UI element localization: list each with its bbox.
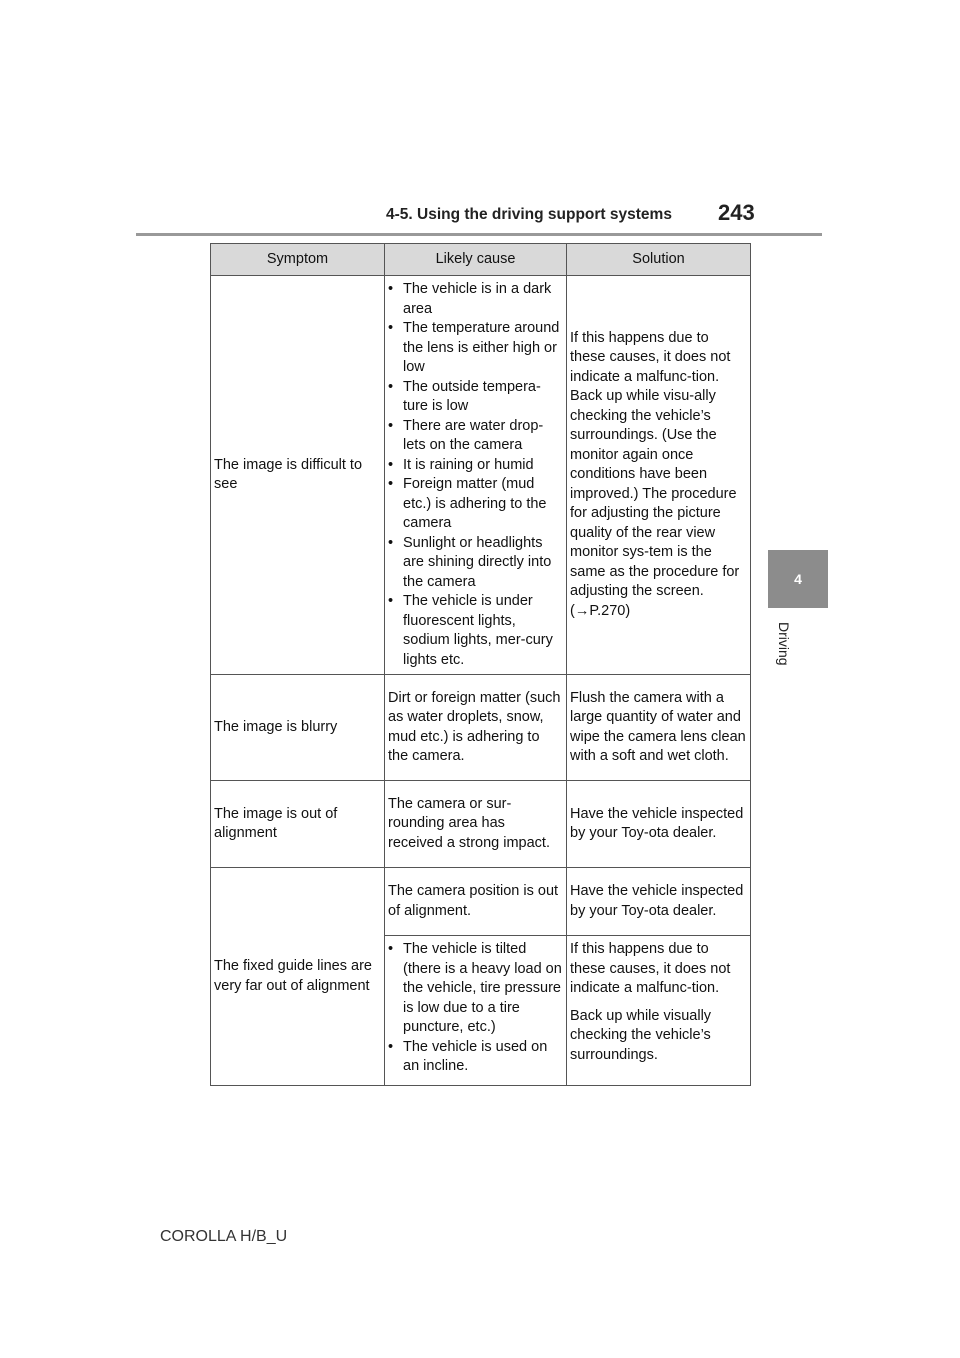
section-title: 4-5. Using the driving support systems bbox=[386, 206, 672, 223]
table-row bbox=[211, 781, 751, 868]
footer-model-code: COROLLA H/B_U bbox=[160, 1228, 288, 1245]
list-item: • The outside tempera-ture is low bbox=[388, 378, 562, 417]
solution-cell: Have the vehicle inspected by your Toy-ota dealer. bbox=[567, 868, 751, 936]
cause-cell: The camera position is out of alignment. bbox=[385, 868, 567, 936]
troubleshooting-table bbox=[210, 243, 751, 1086]
cause-list bbox=[388, 940, 562, 1077]
list-item: • Foreign matter (mud etc.) is adhering to the camera bbox=[388, 475, 562, 534]
symptom-cell: The image is difficult to see bbox=[211, 276, 385, 675]
solution-paragraph: If this happens due to these causes, it does not indicate a malfunc-tion. bbox=[570, 941, 731, 996]
solution-cell: If this happens due to these causes, it does not indicate a malfunc-tion. Back up while visu-ally checking the vehicle’s surroundings. (Use the monitor again once conditions have been improved.) The procedure for adjusting the picture quality of the rear view monitor sys-tem is the same as the procedure for adjusting the screen. (→P.270) bbox=[567, 276, 751, 675]
chapter-number: 4 bbox=[794, 571, 802, 587]
cause-cell bbox=[385, 276, 567, 675]
solution-cell bbox=[567, 936, 751, 1086]
list-item: • The vehicle is under fluorescent lights, sodium lights, mer-cury lights etc. bbox=[388, 592, 562, 670]
list-item: • It is raining or humid bbox=[388, 456, 562, 476]
cause-list bbox=[388, 280, 562, 670]
list-item: • Sunlight or headlights are shining directly into the camera bbox=[388, 534, 562, 593]
page-number: 243 bbox=[718, 200, 755, 225]
list-item: • The vehicle is in a dark area bbox=[388, 280, 562, 319]
chapter-label: Driving bbox=[776, 622, 792, 666]
symptom-cell: The fixed guide lines are very far out of alignment bbox=[211, 868, 385, 1086]
cause-cell bbox=[385, 936, 567, 1086]
chapter-tab bbox=[768, 550, 828, 608]
column-header-likely-cause: Likely cause bbox=[385, 244, 567, 276]
list-item: • There are water drop-lets on the camera bbox=[388, 417, 562, 456]
table-row bbox=[211, 276, 751, 675]
symptom-cell: The image is out of alignment bbox=[211, 781, 385, 868]
column-header-symptom: Symptom bbox=[211, 244, 385, 276]
list-item: • The vehicle is used on an incline. bbox=[388, 1038, 562, 1077]
cause-cell: Dirt or foreign matter (such as water droplets, snow, mud etc.) is adhering to the camera. bbox=[385, 675, 567, 781]
solution-cell: Flush the camera with a large quantity of water and wipe the camera lens clean with a soft and wet cloth. bbox=[567, 675, 751, 781]
header-divider bbox=[136, 233, 822, 236]
list-item: • The vehicle is tilted (there is a heavy load on the vehicle, tire pressure is low due to a tire puncture, etc.) bbox=[388, 940, 562, 1038]
solution-paragraph: Back up while visually checking the vehicle’s surroundings. bbox=[570, 1007, 712, 1063]
list-item: • The temperature around the lens is either high or low bbox=[388, 319, 562, 378]
solution-cell: Have the vehicle inspected by your Toy-ota dealer. bbox=[567, 781, 751, 868]
table-row bbox=[211, 868, 751, 936]
symptom-cell: The image is blurry bbox=[211, 675, 385, 781]
cause-cell: The camera or sur-rounding area has received a strong impact. bbox=[385, 781, 567, 868]
table-row bbox=[211, 675, 751, 781]
column-header-solution: Solution bbox=[567, 244, 751, 276]
table-header-row bbox=[211, 244, 751, 276]
